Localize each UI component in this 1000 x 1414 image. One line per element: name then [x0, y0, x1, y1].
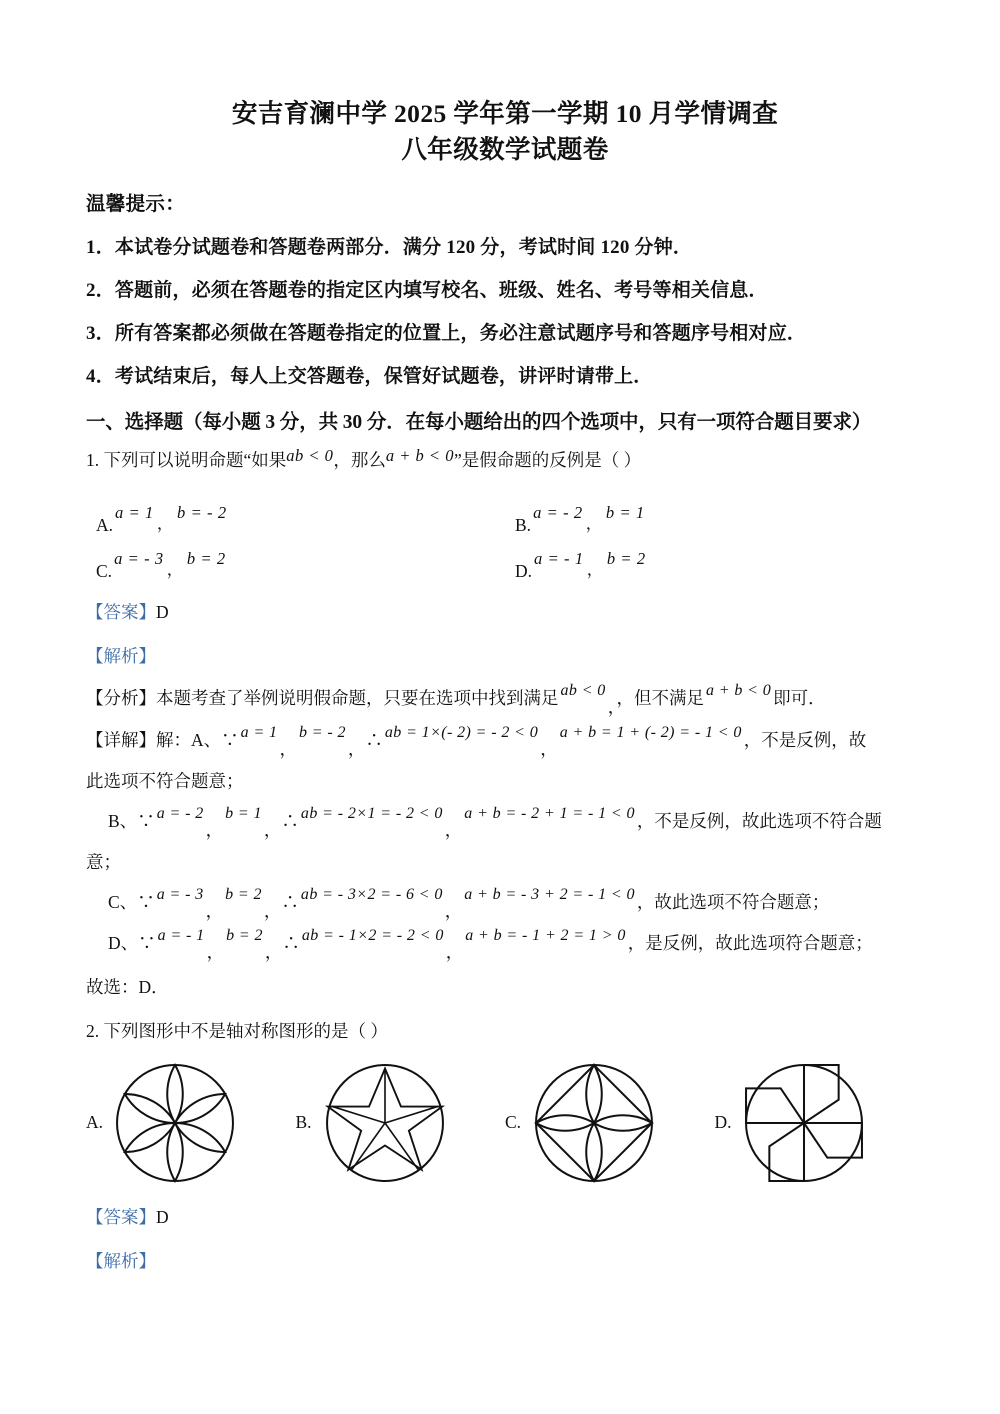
option-c-value [114, 545, 226, 580]
question-1-stem [86, 447, 924, 474]
question-1-answer [86, 599, 924, 624]
sol-b-comma-1: ， [205, 820, 224, 841]
q1-stem-text-2: ，那么 [333, 450, 386, 471]
option-d-value-b: b = 2 [606, 549, 646, 569]
question-1-final-answer: 故选：D． [86, 977, 169, 998]
figure-c-letter: C. [505, 1112, 522, 1133]
sol-d-because: ∵ [138, 933, 156, 954]
answer-value-2: D [156, 1206, 169, 1227]
sol-b-product: ab = - 2×1 = - 2 < 0 [300, 805, 443, 823]
notice-item-4: 4．考试结束后，每人上交答题卷，保管好试题卷，讲评时请带上． [86, 366, 653, 388]
sol-c-conclusion: ，故此选项不符合题意； [636, 892, 830, 913]
sol-c-given-b: b = 2 [225, 886, 262, 904]
sol-d-sum: a + b = - 1 + 2 = 1 > 0 [465, 927, 626, 945]
notice-item-1: 1．本试卷分试题卷和答题卷两部分．满分 120 分，考试时间 120 分钟． [86, 237, 693, 259]
option-a-value [115, 499, 227, 534]
question-1-option-b[interactable] [505, 503, 924, 535]
option-c-value-a: a = - 3 [114, 549, 164, 569]
q1-stem-math-1: ab < 0 [286, 446, 334, 466]
sol-a-because: ∵ [221, 729, 239, 750]
option-c-letter: C. [96, 560, 113, 581]
question-1-option-a[interactable] [86, 503, 505, 535]
title-line-2: 八年级数学试题卷 [401, 135, 609, 165]
option-a-value-a: a = 1 [115, 503, 154, 523]
sol-b-comma-2: ， [263, 820, 282, 841]
question-1-solution-b [86, 805, 924, 841]
fenxi-math-2: a + b < 0 [705, 682, 772, 700]
fenxi-tag: 【分析】 [86, 688, 156, 709]
option-d-value [534, 545, 646, 580]
analysis-tag-2: 【解析】 [86, 1250, 156, 1271]
fenxi-text-3: 即可． [773, 688, 826, 709]
answer-tag: 【答案】 [86, 602, 156, 623]
fenxi-text-1: 本题考查了举例说明假命题，只要在选项中找到满足 [156, 688, 559, 709]
sol-a-comma-2: ， [347, 738, 366, 759]
five-pointed-star-icon [322, 1060, 448, 1186]
sol-a-given-a: a = 1 [240, 723, 278, 741]
sol-b-because: ∵ [137, 811, 155, 832]
sol-d-given-b: b = 2 [226, 927, 263, 945]
answer-tag-2: 【答案】 [86, 1206, 156, 1227]
option-a-comma: ， [156, 514, 175, 534]
sol-b-letter: B、 [108, 811, 138, 832]
sol-d-letter: D、 [108, 933, 139, 954]
option-a-letter: A. [96, 514, 114, 535]
option-b-comma: ， [585, 514, 603, 534]
question-2-option-b[interactable] [296, 1060, 506, 1186]
pinwheel-icon [741, 1060, 867, 1186]
option-d-letter: D. [515, 560, 533, 581]
sol-c-comma-1: ， [205, 901, 224, 922]
question-1-solution-b-cont: 意； [86, 852, 121, 873]
sol-c-comma-3: ， [444, 901, 463, 922]
option-d-value-a: a = - 1 [534, 549, 584, 569]
sol-a-comma-1: ， [279, 738, 297, 759]
question-2-stem: 2. 下列图形中不是轴对称图形的是（ ） [86, 1020, 388, 1041]
question-1-analysis-tag [86, 643, 924, 668]
question-2-answer [86, 1204, 924, 1229]
xiangjie-lead: 解：A、 [156, 729, 222, 750]
option-a-value-b: b = - 2 [177, 503, 227, 523]
sol-c-letter: C、 [108, 892, 138, 913]
page-content [86, 96, 924, 1273]
sol-a-comma-3: ， [540, 738, 558, 759]
sol-a-conclusion: ，不是反例，故 [743, 729, 867, 750]
sol-c-given-a: a = - 3 [156, 886, 204, 904]
question-1-solution-a-cont: 此选项不符合题意； [86, 770, 244, 791]
question-1-options [86, 488, 924, 580]
six-petal-rosette-icon [112, 1060, 238, 1186]
question-2-option-d[interactable] [715, 1060, 925, 1186]
sol-a-given-b: b = - 2 [298, 723, 346, 741]
option-b-letter: B. [515, 514, 532, 535]
section-heading-choice: 一、选择题（每小题 3 分，共 30 分．在每小题给出的四个选项中，只有一项符合题目要求） [86, 412, 872, 434]
sol-d-conclusion: ，是反例，故此选项符合题意； [627, 933, 873, 954]
sol-b-therefore: ∴ [281, 811, 299, 832]
notice-heading: 温馨提示： [86, 194, 186, 216]
question-1-solution-a [86, 723, 924, 759]
sol-a-product: ab = 1×(- 2) = - 2 < 0 [384, 723, 539, 741]
sol-b-sum: a + b = - 2 + 1 = - 1 < 0 [464, 805, 635, 823]
q1-stem-text-3: ”是假命题的反例是（ ） [453, 450, 642, 471]
question-1-solution-d [86, 927, 924, 963]
sol-b-given-a: a = - 2 [156, 805, 204, 823]
sol-a-therefore: ∴ [365, 729, 383, 750]
notice-item-2: 2．答题前，必须在答题卷的指定区内填写校名、班级、姓名、考号等相关信息． [86, 280, 768, 302]
sol-c-product: ab = - 3×2 = - 6 < 0 [300, 886, 443, 904]
sol-c-comma-2: ， [263, 901, 282, 922]
title-line-1: 安吉育澜中学 2025 学年第一学期 10 月学情调查 [231, 99, 779, 128]
sol-c-sum: a + b = - 3 + 2 = - 1 < 0 [464, 886, 635, 904]
question-2-option-a[interactable] [86, 1060, 296, 1186]
answer-value: D [156, 602, 169, 623]
sol-c-therefore: ∴ [281, 892, 299, 913]
question-1-option-row-2 [86, 534, 924, 580]
xiangjie-tag: 【详解】 [86, 729, 156, 750]
notice-item-3: 3．所有答案都必须做在答题卷指定的位置上，务必注意试题序号和答题序号相对应． [86, 323, 807, 345]
question-2-options [86, 1060, 924, 1186]
option-b-value-b: b = 1 [605, 503, 645, 523]
question-1-solution-c [86, 886, 924, 922]
option-c-comma: ， [166, 560, 184, 580]
q1-stem-math-2: a + b < 0 [385, 446, 454, 466]
question-1-option-row-1 [86, 488, 924, 534]
analysis-tag: 【解析】 [86, 646, 156, 667]
sol-d-given-a: a = - 1 [157, 927, 205, 945]
sol-d-comma-2: ， [264, 942, 283, 963]
question-2-analysis-tag [86, 1248, 924, 1273]
sol-b-given-b: b = 1 [225, 805, 262, 823]
sol-d-product: ab = - 1×2 = - 2 < 0 [301, 927, 444, 945]
question-1-fenxi [86, 682, 924, 718]
sol-d-therefore: ∴ [282, 933, 300, 954]
option-d-comma: ， [586, 560, 604, 580]
figure-a-letter: A. [86, 1112, 104, 1133]
four-petal-flower-square-icon [531, 1060, 657, 1186]
sol-b-comma-3: ， [444, 820, 463, 841]
option-c-value-b: b = 2 [186, 549, 226, 569]
sol-d-comma-3: ， [445, 942, 464, 963]
fenxi-math-1: ab < 0 [560, 682, 606, 700]
question-2-option-c[interactable] [505, 1060, 715, 1186]
figure-b-letter: B. [295, 1112, 312, 1133]
option-b-value [533, 499, 645, 534]
q1-stem-text-1: 1. 下列可以说明命题“如果 [86, 450, 287, 471]
fenxi-comma-1: ， [607, 697, 617, 718]
option-b-value-a: a = - 2 [533, 503, 583, 523]
fenxi-text-2: ，但不满足 [616, 688, 704, 709]
sol-b-conclusion: ，不是反例，故此选项不符合题 [636, 811, 882, 832]
figure-d-letter: D. [714, 1112, 732, 1133]
question-1-option-c[interactable] [86, 549, 505, 581]
sol-d-comma-1: ， [206, 942, 225, 963]
document-title [86, 96, 924, 168]
sol-a-sum: a + b = 1 + (- 2) = - 1 < 0 [559, 723, 742, 741]
question-1-option-d[interactable] [505, 549, 924, 581]
sol-c-because: ∵ [137, 892, 155, 913]
